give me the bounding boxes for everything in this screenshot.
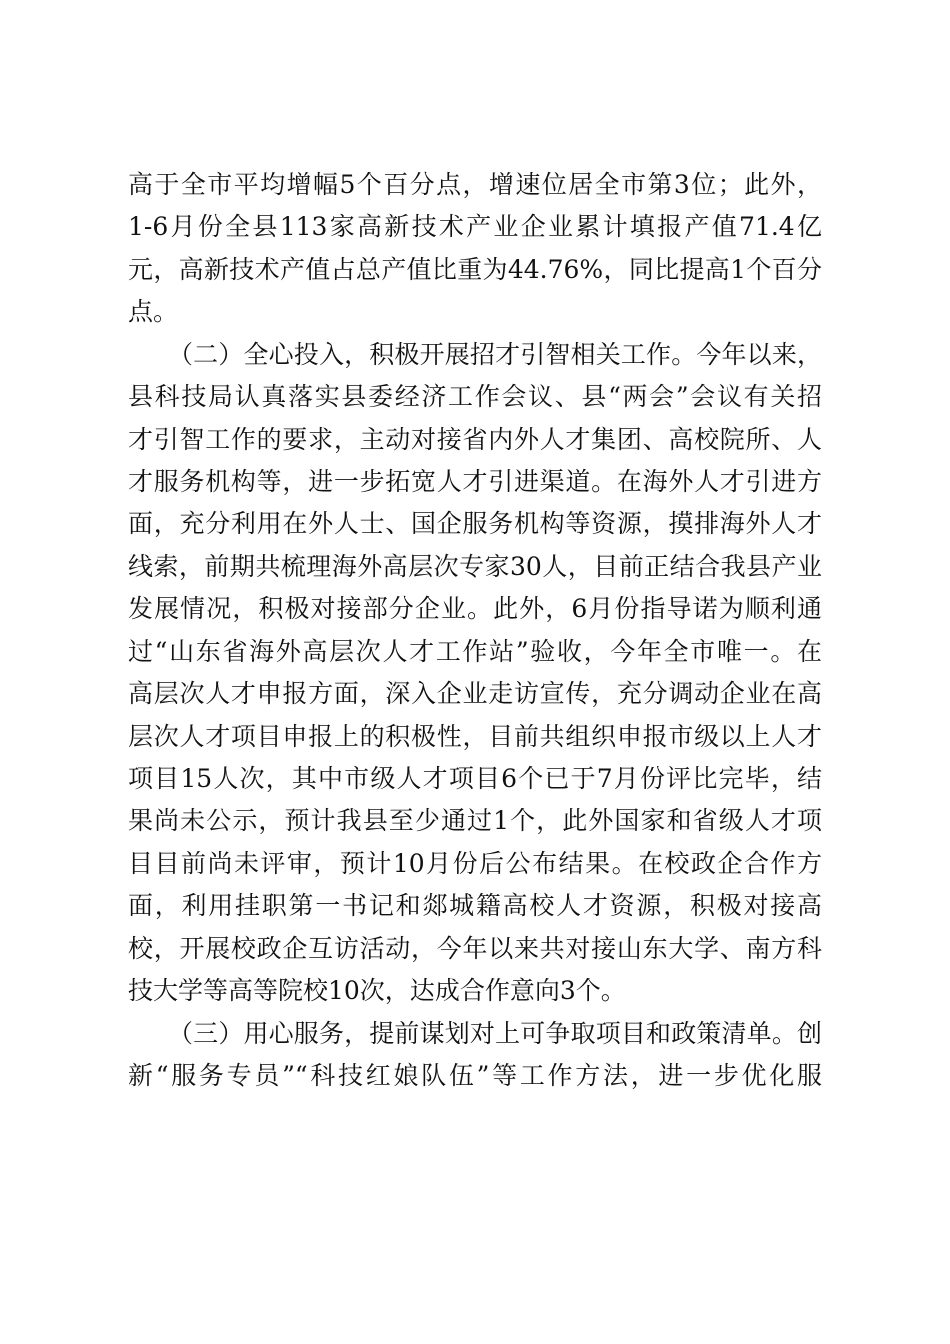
text-line: 面，充分利用在外人士、国企服务机构等资源，摸排海外人才 [128,509,822,538]
text-line: 高于全市平均增幅5个百分点，增速位居全市第3位；此外， [128,170,822,199]
section-heading-line: （二）全心投入，积极开展招才引智相关工作。今年以来， [168,340,822,369]
text-line: 新“服务专员”“科技红娘队伍”等工作方法，进一步优化服 [128,1061,822,1090]
text-line: 高层次人才申报方面，深入企业走访宣传，充分调动企业在高 [128,679,822,708]
text-line: 校，开展校政企互访活动，今年以来共对接山东大学、南方科 [128,934,822,963]
text-line: 线索，前期共梳理海外高层次专家30人，目前正结合我县产业 [128,552,822,581]
text-line: 过“山东省海外高层次人才工作站”验收，今年全市唯一。在 [128,637,822,666]
text-line: 果尚未公示，预计我县至少通过1个，此外国家和省级人才项 [128,806,822,835]
text-line: 县科技局认真落实县委经济工作会议、县“两会”会议有关招 [128,382,822,411]
section-heading-line: （三）用心服务，提前谋划对上可争取项目和政策清单。创 [168,1019,822,1048]
text-line: 才服务机构等，进一步拓宽人才引进渠道。在海外人才引进方 [128,467,822,496]
text-line: 才引智工作的要求，主动对接省内外人才集团、高校院所、人 [128,425,822,454]
text-line: 1-6月份全县113家高新技术产业企业累计填报产值71.4亿 [128,212,822,241]
text-line: 技大学等高等院校10次，达成合作意向3个。 [128,976,626,1005]
text-line: 目目前尚未评审，预计10月份后公布结果。在校政企合作方 [128,849,822,878]
text-line: 项目15人次，其中市级人才项目6个已于7月份评比完毕，结 [128,764,822,793]
text-line: 层次人才项目申报上的积极性，目前共组织申报市级以上人才 [128,722,822,751]
text-line: 发展情况，积极对接部分企业。此外，6月份指导诺为顺利通 [128,594,822,623]
text-line: 元，高新技术产值占总产值比重为44.76%，同比提高1个百分 [128,255,822,284]
text-line: 点。 [128,297,179,326]
text-line: 面，利用挂职第一书记和郯城籍高校人才资源，积极对接高 [128,891,822,920]
